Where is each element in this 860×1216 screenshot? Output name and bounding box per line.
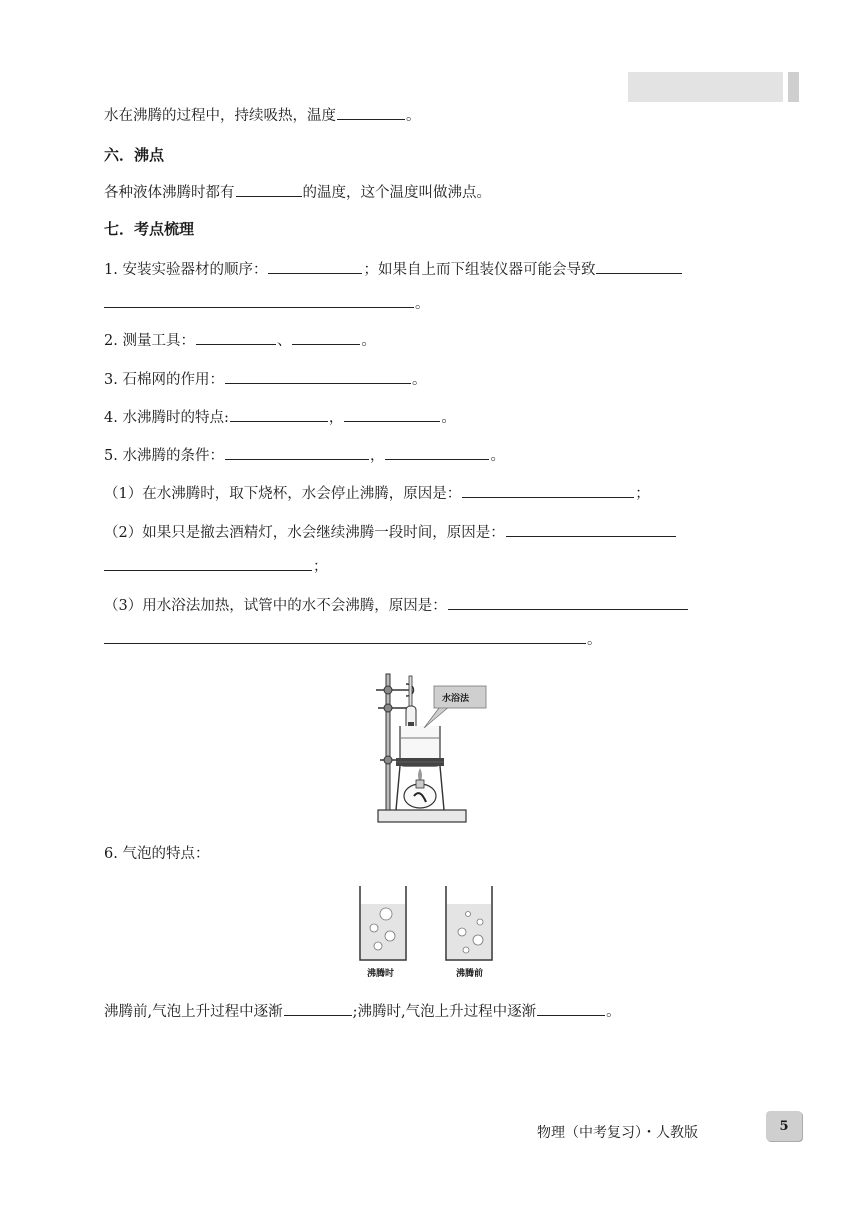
- q2-end: 。: [361, 333, 376, 349]
- q5-1-end: ；: [635, 486, 650, 502]
- answer-blank[interactable]: [596, 258, 682, 274]
- q5-3-end: 。: [587, 632, 602, 648]
- book-title: 物理（中考复习）・人教版: [537, 1125, 698, 1141]
- boiling-temp-line: [104, 104, 421, 126]
- bubbles-end: 。: [606, 1004, 621, 1020]
- q1-mid-text: ；如果自上而下组装仪器可能会导致: [363, 262, 596, 278]
- water-bath-apparatus-figure: [372, 664, 494, 826]
- q5-3-text: （3）用水浴法加热，试管中的水不会沸腾，原因是：: [104, 598, 447, 614]
- q5-1-text: （1）在水沸腾时，取下烧杯，水会停止沸腾，原因是：: [104, 486, 462, 502]
- answer-blank[interactable]: [344, 406, 440, 422]
- boiling-point-text: 各种液体沸腾时都有: [104, 185, 235, 201]
- top-right-bar-end: [788, 72, 799, 102]
- q1-line: [104, 258, 683, 280]
- q5-sep: ，: [369, 448, 385, 464]
- boiling-temp-end: 。: [406, 108, 421, 124]
- q2-text: 2. 测量工具：: [104, 333, 195, 349]
- answer-blank[interactable]: [448, 594, 688, 610]
- q4-end: 。: [441, 410, 456, 426]
- boiling-point-line: [104, 181, 491, 203]
- answer-blank[interactable]: [268, 258, 362, 274]
- q5-end: 。: [490, 448, 505, 464]
- bubbles-beakers-figure: [356, 884, 506, 980]
- answer-blank[interactable]: [537, 1000, 605, 1016]
- q5-line: [104, 444, 505, 466]
- q6-line: 6. 气泡的特点：: [104, 846, 210, 862]
- boiling-point-end: 的温度，这个温度叫做沸点。: [302, 185, 491, 201]
- boiling-temp-text: 水在沸腾的过程中，持续吸热，温度: [104, 108, 336, 124]
- bubbles-line: [104, 1000, 621, 1022]
- q5-1-line: [104, 482, 650, 504]
- q5-text: 5. 水沸腾的条件：: [104, 448, 224, 464]
- q4-text: 4. 水沸腾时的特点:: [104, 410, 229, 426]
- q2-sep: 、: [276, 333, 292, 349]
- top-right-bar: [628, 72, 783, 102]
- q5-2-end: ；: [313, 559, 328, 575]
- bubbles-text-b: ;沸腾时,气泡上升过程中逐渐: [352, 1004, 537, 1020]
- q2-line: [104, 329, 376, 351]
- section-6-title: 六．沸点: [104, 146, 165, 164]
- q1-line-2: [104, 292, 430, 314]
- q5-2-text: （2）如果只是撤去酒精灯，水会继续沸腾一段时间，原因是：: [104, 525, 505, 541]
- q5-3-line-2: [104, 628, 602, 650]
- answer-blank[interactable]: [292, 329, 360, 345]
- answer-blank[interactable]: [284, 1000, 352, 1016]
- q5-2-line: [104, 521, 677, 543]
- answer-blank[interactable]: [104, 628, 586, 644]
- answer-blank[interactable]: [225, 368, 411, 384]
- answer-blank[interactable]: [230, 406, 328, 422]
- answer-blank[interactable]: [506, 521, 676, 537]
- beaker-left-caption: 沸腾时: [367, 969, 395, 979]
- answer-blank[interactable]: [462, 482, 634, 498]
- answer-blank[interactable]: [385, 444, 489, 460]
- answer-blank[interactable]: [104, 292, 414, 308]
- q1-text: 1. 安装实验器材的顺序：: [104, 262, 268, 278]
- q4-line: [104, 406, 456, 428]
- q5-2-line-2: [104, 555, 328, 577]
- answer-blank[interactable]: [337, 104, 405, 120]
- answer-blank[interactable]: [236, 181, 302, 197]
- section-7-title: 七．考点梳理: [104, 220, 195, 238]
- apparatus-drawing: [372, 664, 494, 826]
- beaker-right-caption: 沸腾前: [456, 969, 484, 979]
- answer-blank[interactable]: [196, 329, 276, 345]
- q1-end: 。: [415, 296, 430, 312]
- page-number: 5: [766, 1111, 802, 1141]
- bubbles-text-a: 沸腾前,气泡上升过程中逐渐: [104, 1004, 283, 1020]
- q3-line: [104, 368, 426, 390]
- answer-blank[interactable]: [225, 444, 369, 460]
- apparatus-callout-label: 水浴法: [442, 694, 470, 704]
- q4-sep: ，: [328, 410, 344, 426]
- q3-end: 。: [411, 372, 427, 388]
- q3-text: 3. 石棉网的作用：: [104, 372, 224, 388]
- answer-blank[interactable]: [104, 555, 312, 571]
- q5-3-line: [104, 594, 689, 616]
